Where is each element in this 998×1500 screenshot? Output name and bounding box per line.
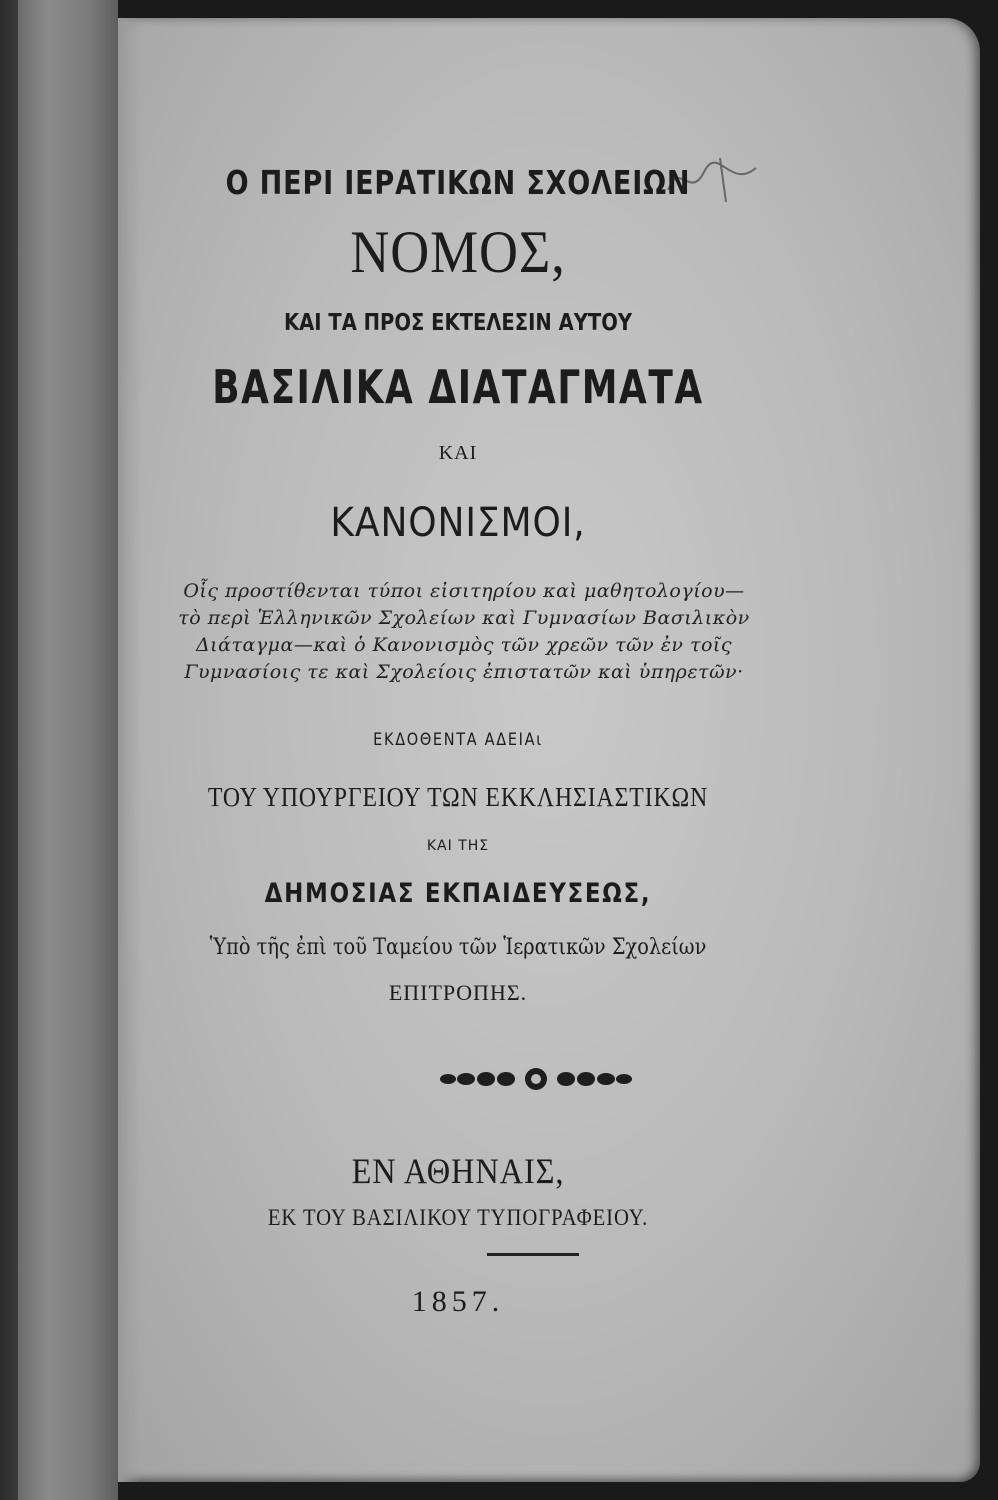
title-line-1: Ο ΠΕΡΙ ΙΕΡΑΤΙΚΩΝ ΣΧΟΛΕΙΩΝ <box>225 163 691 202</box>
committee-name: ΕΠΙΤΡΟΠΗΣ. <box>388 980 528 1005</box>
committee-line: Ὑπὸ τῆς ἐπὶ τοῦ Ταμείου τῶν Ἱερατικῶν Σχολείων <box>209 935 707 960</box>
paragraph-line: Οἷς προστίθενται τύποι εἰσιτηρίου καὶ μαθητολογίου— <box>183 580 745 602</box>
divider-rule <box>487 1253 579 1256</box>
title-line-4: ΒΑΣΙΛΙΚΑ ΔΙΑΤΑΓΜΑΤΑ <box>212 360 704 414</box>
title-main-word: ΝΟΜΟΣ, <box>350 219 566 285</box>
publication-permission: ΕΚΔΟΘΕΝΤΑ ΑΔΕΙΑι <box>373 730 543 750</box>
ministry-conjunction: ΚΑΙ ΤΗΣ <box>426 838 490 854</box>
title-line-6: ΚΑΝΟΝΙΣΜΟΙ, <box>330 500 586 546</box>
ministry-education: ΔΗΜΟΣΙΑΣ ΕΚΠΑΙΔΕΥΣΕΩΣ, <box>264 878 652 909</box>
paragraph-line: Διάταγμα—καὶ ὁ Κανονισμὸς τῶν χρεῶν τῶν ἐν τοῖς <box>195 634 733 656</box>
place-of-publication: ΕΝ ΑΘΗΝΑΙΣ, <box>351 1151 565 1191</box>
paragraph-line: Γυμνασίοις τε καὶ Σχολείοις ἐπιστατῶν καὶ ὑπηρετῶν· <box>184 661 744 683</box>
printer-name: ΕΚ ΤΟΥ ΒΑΣΙΛΙΚΟΥ ΤΥΠΟΓΡΑΦΕΙΟΥ. <box>267 1205 649 1230</box>
description-paragraph <box>130 578 798 686</box>
title-line-5: ΚΑΙ <box>438 442 478 464</box>
floral-rule-ornament-icon <box>436 1066 636 1092</box>
title-line-3: ΚΑΙ ΤΑ ΠΡΟΣ ΕΚΤΕΛΕΣΙΝ ΑΥΤΟΥ <box>284 310 632 336</box>
publication-year: 1857. <box>411 1285 505 1318</box>
page-inner-edge <box>118 18 142 1482</box>
paragraph-line: τὸ περὶ Ἑλληνικῶν Σχολείων καὶ Γυμνασίων Βασιλικὸν <box>178 607 750 629</box>
ministry-line: ΤΟΥ ΥΠΟΥΡΓΕΙΟΥ ΤΩΝ ΕΚΚΛΗΣΙΑΣΤΙΚΩΝ <box>207 782 709 812</box>
book-spine-band <box>18 0 118 1500</box>
